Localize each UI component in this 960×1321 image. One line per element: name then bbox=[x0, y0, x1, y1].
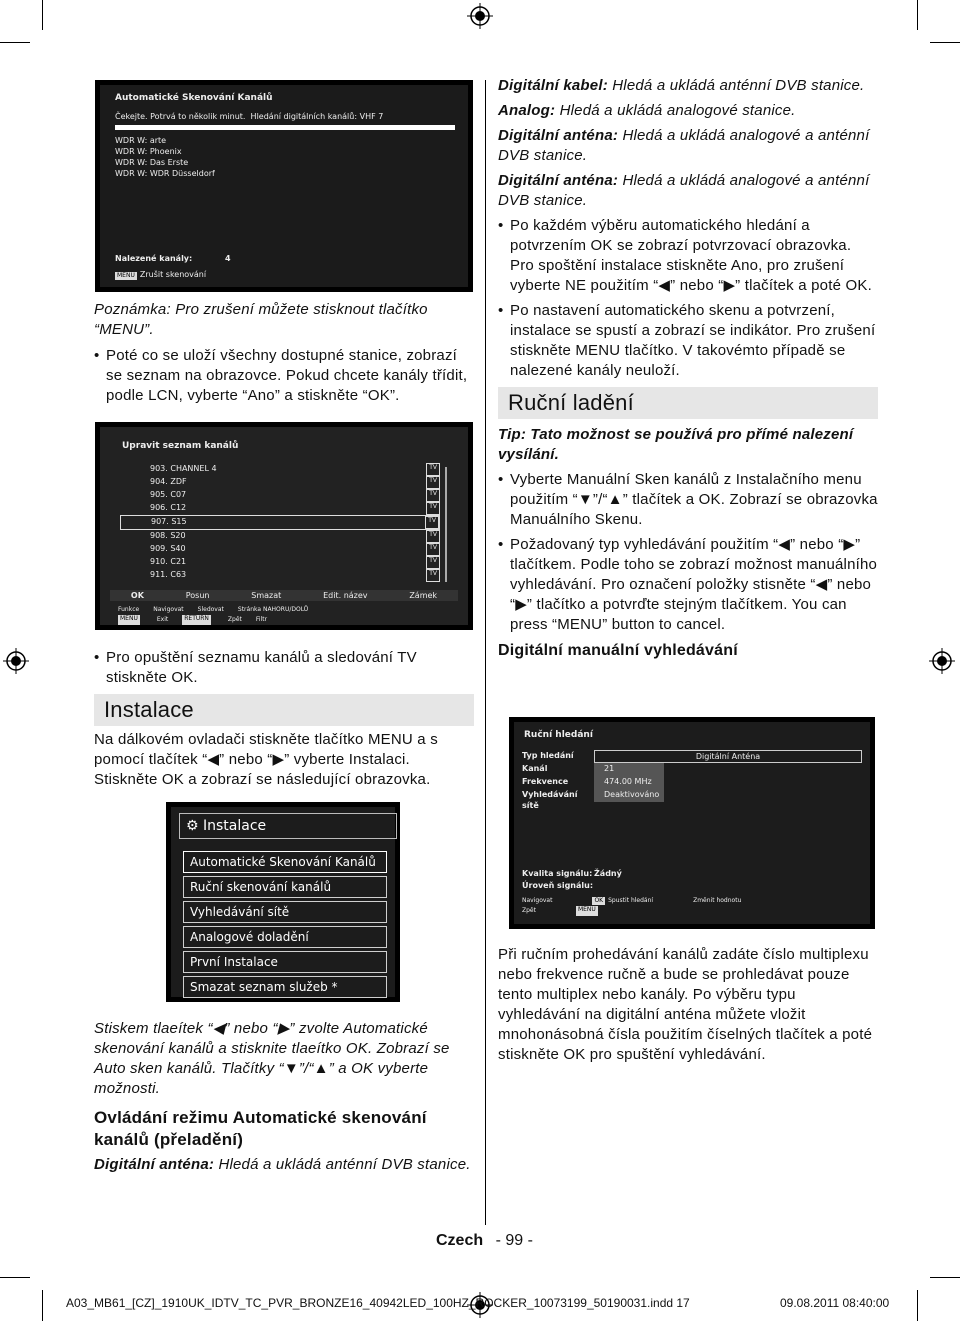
crop-mark bbox=[42, 0, 43, 30]
action-move: Posun bbox=[185, 591, 210, 600]
definition-text: Analog: Hledá a ukládá analogové stanice. bbox=[498, 102, 796, 119]
subsection-heading: Ovládání režimu Automatické skenování kanálů (přeladění) bbox=[94, 1108, 427, 1149]
instruction-text: Na dálkovém ovladači stiskněte tlačítko MENU a s pomocí tlačítek “◀” nebo “▶” vyberte Instalaci. Stiskněte OK a zobrazí se následující obrazovka. bbox=[94, 731, 438, 788]
right-column-top bbox=[498, 76, 878, 661]
tip-text: Tip: Tato možnost se používá pro přímé nalezení vysílání. bbox=[498, 426, 854, 463]
action-lock: Zámek bbox=[409, 591, 438, 600]
table-row: 906. C12 TV bbox=[120, 502, 440, 515]
bullet-text: Požadovaný typ vyhledávání použitím “◀” nebo “▶” tlačítkem. Podle toho se zobrazí možnost manuálního vyhledávání. Pro označení položky stisněte “◀” nebo “▶” tlačítko a potvrďte stejným tlačítkem. You can press “MENU” button to cancel. bbox=[510, 536, 878, 633]
installation-menu bbox=[183, 851, 387, 1001]
table-row: 910. C21 TV bbox=[120, 556, 440, 569]
menu-item-analog-tune: Analogové doladění bbox=[183, 926, 387, 948]
crop-mark bbox=[0, 42, 30, 43]
crop-mark bbox=[930, 42, 960, 43]
table-row: Frekvence 474.00 MHz bbox=[522, 776, 862, 789]
crop-mark bbox=[0, 1277, 30, 1278]
action-ok: OK bbox=[130, 591, 144, 600]
section-heading: Instalace bbox=[94, 694, 474, 726]
bullet-item: • Poté co se uloží všechny dostupné stanice, zobrazí se seznam na obrazovce. Pokud chcete kanály třídit, podle LCN, vyberte “Ano” a stiskněte “OK”. bbox=[94, 346, 474, 406]
right-column-bottom bbox=[498, 945, 878, 1065]
registration-mark-icon bbox=[467, 3, 493, 29]
menu-item-clear-list: Smazat seznam služeb * bbox=[183, 976, 387, 998]
table-row: 903. CHANNEL 4 TV bbox=[120, 463, 440, 476]
bullet-text: Vyberte Manuální Sken kanálů z Instalačního menu použitím “▼”/“▲” tlačítek a OK. Zobrazí se obrazovka Manuálního Skenu. bbox=[510, 471, 878, 528]
subsection-heading: Digitální manuální vyhledávání bbox=[498, 642, 738, 659]
definition-text: Digitální kabel: Hledá a ukládá anténní DVB stanice. bbox=[498, 77, 865, 94]
note-text: Poznámka: Pro zrušení můžete stisknout tlačítko “MENU”. bbox=[94, 301, 428, 338]
menu-item-auto-scan: Automatické Skenování Kanálů bbox=[183, 851, 387, 873]
menu-key-icon: MENU bbox=[576, 906, 598, 916]
page-number: Czech - 99 - bbox=[436, 1232, 533, 1249]
table-row: 905. C07 TV bbox=[120, 489, 440, 502]
menu-key-icon: MENU bbox=[117, 272, 135, 279]
channel-list bbox=[115, 135, 215, 179]
definition-text: Digitální anténa: Hledá a ukládá anténní DVB stanice. bbox=[94, 1156, 471, 1173]
registration-mark-icon bbox=[3, 648, 29, 674]
bullet-item: • Po nastavení automatického skenu a potvrzení, instalace se spustí a zobrazí se indikátor. Pro zrušení stiskněte MENU tlačítko. V takovémto případě se nalezené kanály neuloží. bbox=[498, 301, 878, 381]
gear-icon: ⚙ bbox=[186, 818, 199, 834]
screenshot-installation-menu bbox=[166, 802, 400, 1002]
crop-mark bbox=[917, 0, 918, 30]
table-row: 909. S40 TV bbox=[120, 543, 440, 556]
instruction-text: Stiskem tlaeítek “◀” nebo “▶” zvolte Automatické skenování kanálů a stisknite tlaeítko OK. Zobrazí se Auto sken kanálů. Tlačítky “▼”/“▲” a OK vyberte možnosti. bbox=[94, 1020, 450, 1097]
ok-key-icon: OK bbox=[594, 897, 604, 904]
channel-list bbox=[120, 463, 440, 582]
section-heading: Ruční ladění bbox=[498, 387, 878, 419]
table-row: Typ hledání Digitální Anténa bbox=[522, 750, 862, 763]
screenshot-auto-scan bbox=[95, 80, 473, 292]
search-type-select: Digitální Anténa bbox=[594, 750, 862, 763]
print-date: 09.08.2011 08:40:00 bbox=[780, 1296, 890, 1310]
table-row: 911. C63 TV bbox=[120, 569, 440, 582]
registration-mark-icon bbox=[929, 648, 955, 674]
action-rename: Edit. název bbox=[323, 591, 368, 600]
menu-item-network-search: Vyhledávání sítě bbox=[183, 901, 387, 923]
bullet-item: • Vyberte Manuální Sken kanálů z Instalačního menu použitím “▼”/“▲” tlačítek a OK. Zobrazí se obrazovka Manuálního Skenu. bbox=[498, 471, 878, 528]
list-item: WDR W: arte bbox=[115, 136, 167, 145]
table-row-selected: 907. S15 TV bbox=[120, 515, 440, 530]
screen-title: Automatické Skenování Kanálů bbox=[115, 93, 273, 103]
action-delete: Smazat bbox=[251, 591, 282, 600]
list-item: WDR W: Das Erste bbox=[115, 158, 189, 167]
hint-bar: Navigovat OK Spustit hledání Změnit hodnotu Zpět MENU bbox=[522, 897, 742, 914]
definition-text: Digitální anténa: Hledá a ukládá analogové a anténní DVB stanice. bbox=[498, 127, 870, 164]
left-column-top bbox=[94, 300, 474, 406]
scan-status: Čekejte. Potrvá to několik minut. Hledání digitálních kanálů: VHF 7 bbox=[115, 112, 384, 121]
hint-bar: Funkce Navigovat Sledovat Stránka NAHORU/DOLŮ MENU Exit RETURN Zpět Filtr bbox=[118, 606, 309, 623]
bullet-item: • Požadovaný typ vyhledávání použitím “◀” nebo “▶” tlačítkem. Podle toho se zobrazí možnost manuálního vyhledávání. Pro označení položky stisněte “◀” nebo “▶” tlačítko a potvrďte stejným tlačítkem. You can press “MENU” button to cancel. bbox=[498, 536, 878, 633]
cancel-hint: MENU Zrušit skenování bbox=[117, 270, 207, 279]
menu-item-manual-scan: Ruční skenování kanálů bbox=[183, 876, 387, 898]
return-key-icon: RETURN bbox=[182, 615, 211, 625]
table-row: Vyhledávání sítě Deaktivováno bbox=[522, 789, 862, 802]
screen-title: Upravit seznam kanálů bbox=[122, 441, 239, 451]
found-count: Nalezené kanály: 4 bbox=[115, 254, 231, 263]
left-column-bottom bbox=[94, 1019, 474, 1175]
bullet-item: • Pro opuštění seznamu kanálů a sledování TV stiskněte OK. bbox=[94, 648, 474, 688]
table-row: 904. ZDF TV bbox=[120, 476, 440, 489]
file-slug: A03_MB61_[CZ]_1910UK_IDTV_TC_PVR_BRONZE16_40942LED_100HZ_ROCKER_10073199_50190031.indd 17 bbox=[66, 1296, 690, 1310]
screen-title: Ruční hledání bbox=[524, 730, 593, 740]
screenshot-manual-search bbox=[509, 717, 875, 929]
screen-title: ⚙ Instalace bbox=[179, 813, 397, 839]
list-item: WDR W: Phoenix bbox=[115, 147, 182, 156]
bullet-text: Poté co se uloží všechny dostupné stanice, zobrazí se seznam na obrazovce. Pokud chcete kanály třídit, podle LCN, vyberte “Ano” a stiskněte “OK”. bbox=[106, 347, 468, 404]
left-column-middle bbox=[94, 648, 474, 790]
bullet-text: Po nastavení automatického skenu a potvrzení, instalace se spustí a zobrazí se indikátor. Pro zrušení stiskněte MENU tlačítko. V takovémto případě se nalezené kanály neuloží. bbox=[510, 302, 876, 379]
bullet-text: Pro opuštění seznamu kanálů a sledování TV stiskněte OK. bbox=[106, 649, 417, 686]
bullet-text: Po každém výběru automatického hledání a potvrzením OK se zobrazí potvrzovací obrazovka. Pro spoštění instalace stiskněte Ano, pro zrušení vyberte NE použitím “◀” nebo “▶” tlačítek a poté OK. bbox=[510, 217, 872, 294]
action-bar bbox=[110, 590, 458, 601]
crop-mark bbox=[930, 1277, 960, 1278]
crop-mark bbox=[917, 1290, 918, 1321]
progress-bar bbox=[115, 125, 455, 130]
definition-text: Digitální anténa: Hledá a ukládá analogové a anténní DVB stanice. bbox=[498, 172, 870, 209]
column-divider bbox=[485, 80, 486, 1225]
menu-item-first-install: První Instalace bbox=[183, 951, 387, 973]
table-row: Kanál 21 bbox=[522, 763, 862, 776]
settings-table bbox=[522, 750, 862, 810]
scrollbar bbox=[445, 467, 447, 582]
signal-quality: Kvalita signálu: Žádný bbox=[522, 869, 622, 878]
signal-level: Úroveň signálu: bbox=[522, 881, 594, 890]
crop-mark bbox=[42, 1290, 43, 1321]
menu-key-icon: MENU bbox=[118, 615, 140, 625]
list-item: WDR W: WDR Düsseldorf bbox=[115, 169, 215, 178]
bullet-item: • Po každém výběru automatického hledání a potvrzením OK se zobrazí potvrzovací obrazovka. Pro spoštění instalace stiskněte Ano, pro zrušení vyberte NE použitím “◀” nebo “▶” tlačítek a poté OK. bbox=[498, 216, 878, 296]
table-row: 908. S20 TV bbox=[120, 530, 440, 543]
instruction-text: Při ručním prohedávání kanálů zadáte číslo multiplexu nebo frekvence ručně a bude se prohledávat pouze tento multiplex nebo kanály. Po výběru typu vyhledávání na digitální anténa můžete vložit mnohonásobná čísla použitím číselných tlačítek a poté stiskněte OK pro spuštění vyhledávání. bbox=[498, 946, 873, 1063]
screenshot-channel-list bbox=[95, 422, 473, 630]
